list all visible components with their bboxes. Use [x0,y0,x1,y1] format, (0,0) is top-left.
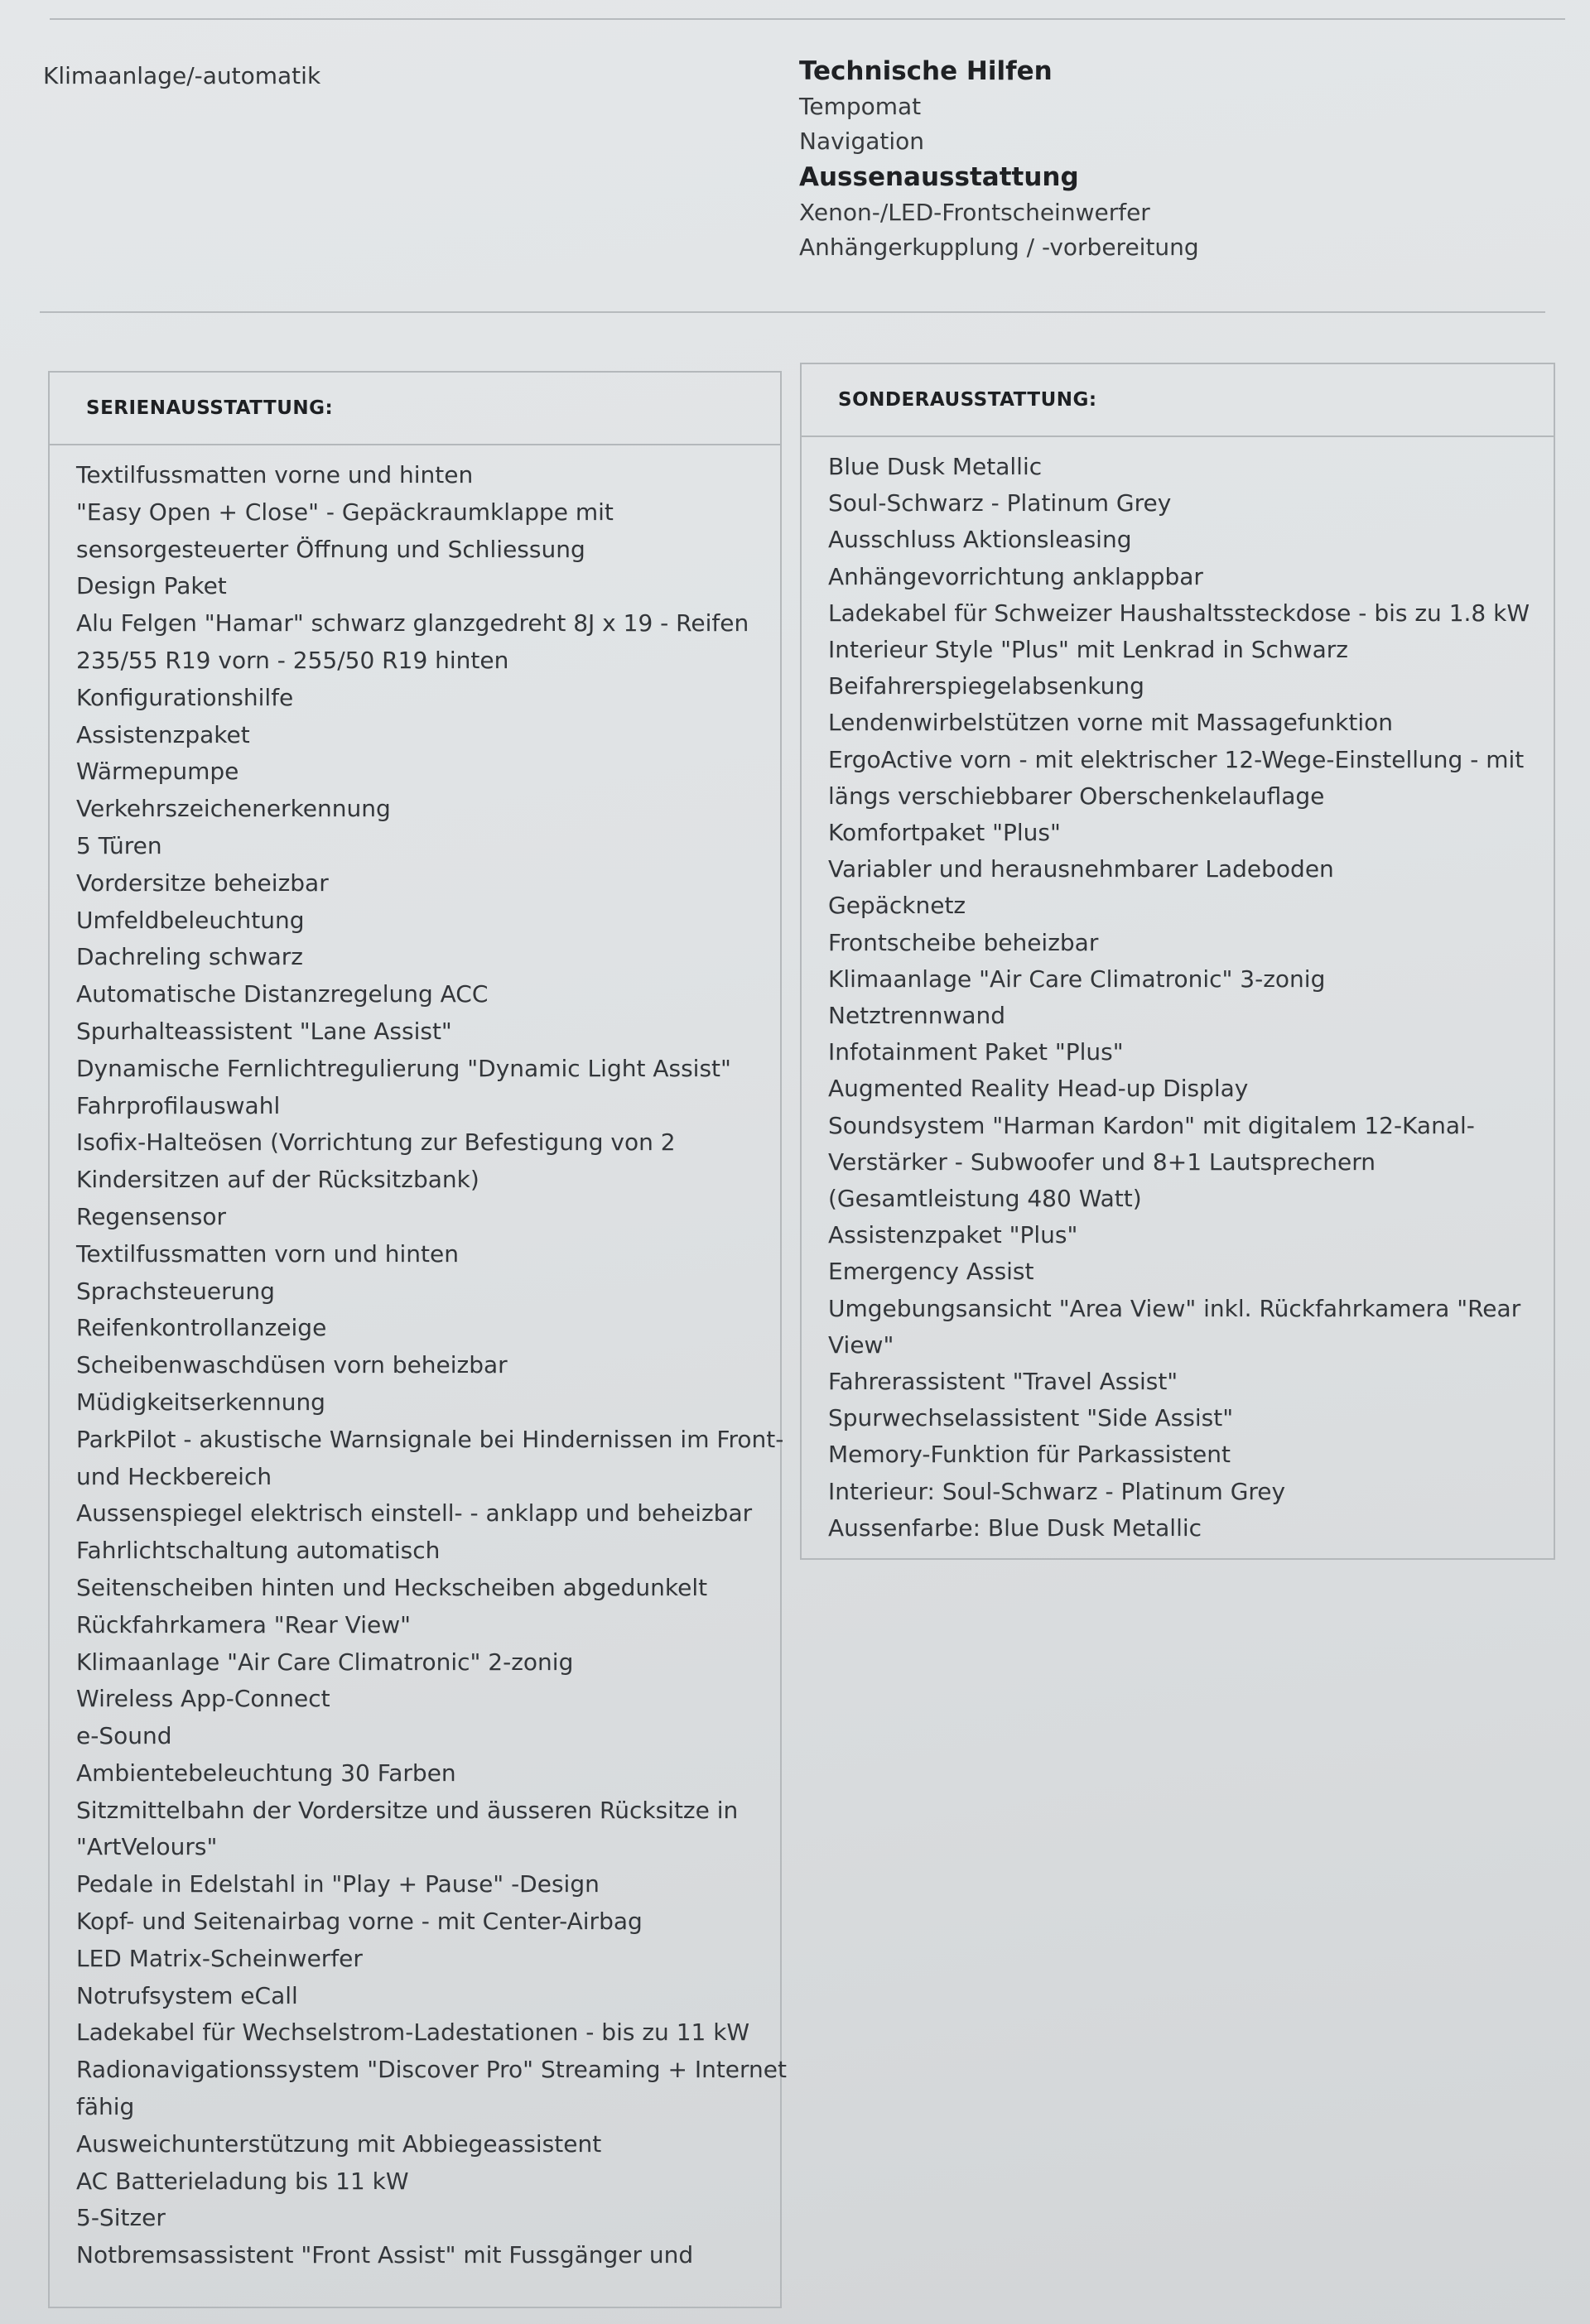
standard-equipment-item: fähig [76,2093,135,2121]
standard-equipment-item: Wireless App-Connect [76,1685,330,1713]
standard-equipment-item: Regensensor [76,1202,226,1230]
standard-equipment-item: Alu Felgen "Hamar" schwarz glanzgedreht 8J x 19 - Reifen [76,609,749,638]
standard-equipment-item: AC Batterieladung bis 11 kW [76,2167,409,2195]
exterior-equipment-item: Xenon-/LED-Frontscheinwerfer [799,199,1150,226]
standard-equipment-item: Textilfussmatten vorne und hinten [76,461,474,488]
standard-equipment-item: ParkPilot - akustische Warnsignale bei Hindernissen im Front- [76,1425,784,1453]
standard-equipment-item: 5 Türen [76,831,162,859]
optional-equipment-title: SONDERAUSSTATTUNG: [838,389,1097,411]
standard-equipment-item: Konfigurationshilfe [76,683,294,711]
optional-equipment-item: Netztrennwand [828,1002,1006,1030]
optional-equipment-item: Ladekabel für Schweizer Haushaltssteckdose - bis zu 1.8 kW [828,599,1530,627]
standard-equipment-item: Aussenspiegel elektrisch einstell- - anklapp und beheizbar [76,1499,753,1528]
optional-equipment-item: Soul-Schwarz - Platinum Grey [828,489,1172,517]
standard-equipment-item: Ausweichunterstützung mit Abbiegeassistent [76,2129,602,2158]
feature-summary [799,53,1544,265]
standard-equipment-item: Ladekabel für Wechselstrom-Ladestationen - bis zu 11 kW [76,2018,750,2047]
standard-equipment-item: Design Paket [76,572,227,600]
optional-equipment-item: Soundsystem "Harman Kardon" mit digitalem 12-Kanal- [828,1111,1475,1139]
optional-equipment-item: Anhängevorrichtung anklappbar [828,562,1203,590]
optional-equipment-item: Memory-Funktion für Parkassistent [828,1441,1231,1469]
exterior-equipment-heading: Aussenausstattung [799,162,1079,192]
optional-equipment-item: ErgoActive vorn - mit elektrischer 12-Wege-Einstellung - mit [828,745,1525,773]
standard-equipment-item: Müdigkeitserkennung [76,1388,325,1416]
optional-equipment-item: Interieur: Soul-Schwarz - Platinum Grey [828,1477,1286,1505]
climate-feature-label: Klimaanlage/-automatik [43,62,321,89]
optional-equipment-item: Variabler und herausnehmbarer Ladeboden [828,855,1334,883]
standard-equipment-item: Klimaanlage "Air Care Climatronic" 2-zonig [76,1648,574,1676]
optional-equipment-item: Fahrerassistent "Travel Assist" [828,1368,1178,1396]
optional-equipment-panel [800,363,1555,1560]
technical-aid-item: Navigation [799,128,925,155]
optional-equipment-item: Blue Dusk Metallic [828,453,1043,480]
standard-equipment-item: Dachreling schwarz [76,943,303,971]
standard-equipment-item: Sprachsteuerung [76,1277,275,1305]
optional-equipment-item: View" [828,1330,894,1359]
standard-equipment-item: "Easy Open + Close" - Gepäckraumklappe mit [76,498,614,526]
optional-equipment-item: (Gesamtleistung 480 Watt) [828,1185,1142,1213]
standard-equipment-item: Seitenscheiben hinten und Heckscheiben abgedunkelt [76,1573,708,1601]
optional-equipment-item: Spurwechselassistent "Side Assist" [828,1404,1234,1432]
standard-equipment-item: Rückfahrkamera "Rear View" [76,1610,411,1638]
optional-equipment-header [802,364,1554,437]
section-divider [40,311,1545,313]
standard-equipment-item: 235/55 R19 vorn - 255/50 R19 hinten [76,646,509,674]
optional-equipment-item: Assistenzpaket "Plus" [828,1221,1078,1249]
standard-equipment-header [50,373,780,445]
standard-equipment-item: Dynamische Fernlichtregulierung "Dynamic Light Assist" [76,1054,731,1082]
standard-equipment-item: Pedale in Edelstahl in "Play + Pause" -Design [76,1870,600,1898]
standard-equipment-item: Kindersitzen auf der Rücksitzbank) [76,1166,479,1194]
standard-equipment-item: Fahrprofilauswahl [76,1091,281,1119]
standard-equipment-item: Ambientebeleuchtung 30 Farben [76,1759,456,1787]
standard-equipment-panel [48,371,788,2308]
standard-equipment-item: Notrufsystem eCall [76,1981,298,2009]
standard-equipment-item: Isofix-Halteösen (Vorrichtung zur Befestigung von 2 [76,1128,676,1157]
exterior-equipment-item: Anhängerkupplung / -vorbereitung [799,233,1199,261]
optional-equipment-item: Gepäcknetz [828,892,966,920]
standard-equipment-list [50,445,788,2274]
standard-equipment-item: Verkehrszeichenerkennung [76,795,391,823]
standard-equipment-item: Assistenzpaket [76,720,250,748]
standard-equipment-item: Fahrlichtschaltung automatisch [76,1537,441,1565]
standard-equipment-item: Notbremsassistent "Front Assist" mit Fussgänger und [76,2241,694,2269]
standard-equipment-item: Vordersitze beheizbar [76,868,329,897]
standard-equipment-item: Radionavigationssystem "Discover Pro" Streaming + Internet [76,2056,788,2084]
standard-equipment-item: 5-Sitzer [76,2204,166,2232]
standard-equipment-item: LED Matrix-Scheinwerfer [76,1944,363,1972]
optional-equipment-item: Verstärker - Subwoofer und 8+1 Lautsprechern [828,1148,1376,1176]
standard-equipment-item: Scheibenwaschdüsen vorn beheizbar [76,1351,508,1379]
optional-equipment-item: Interieur Style "Plus" mit Lenkrad in Schwarz [828,636,1348,664]
optional-equipment-item: Augmented Reality Head-up Display [828,1075,1249,1103]
standard-equipment-item: Textilfussmatten vorn und hinten [76,1239,459,1268]
standard-equipment-item: Automatische Distanzregelung ACC [76,980,489,1008]
optional-equipment-item: Aussenfarbe: Blue Dusk Metallic [828,1513,1202,1542]
optional-equipment-item: Frontscheibe beheizbar [828,928,1099,956]
standard-equipment-item: Reifenkontrollanzeige [76,1314,327,1342]
optional-equipment-list [802,437,1554,1547]
optional-equipment-item: Emergency Assist [828,1258,1034,1286]
technical-aids-heading: Technische Hilfen [799,56,1053,86]
standard-equipment-item: Wärmepumpe [76,758,239,786]
standard-equipment-item: Spurhalteassistent "Lane Assist" [76,1017,452,1045]
standard-equipment-item: Umfeldbeleuchtung [76,906,305,934]
optional-equipment-item: Beifahrerspiegelabsenkung [828,672,1144,700]
optional-equipment-item: längs verschiebbarer Oberschenkelauflage [828,782,1325,810]
standard-equipment-item: Kopf- und Seitenairbag vorne - mit Center-Airbag [76,1908,643,1936]
optional-equipment-item: Lendenwirbelstützen vorne mit Massagefunktion [828,709,1394,737]
optional-equipment-item: Infotainment Paket "Plus" [828,1038,1124,1066]
standard-equipment-item: "ArtVelours" [76,1833,218,1861]
standard-equipment-item: sensorgesteuerter Öffnung und Schliessung [76,535,585,563]
standard-equipment-item: Sitzmittelbahn der Vordersitze und äusseren Rücksitze in [76,1796,739,1824]
optional-equipment-item: Umgebungsansicht "Area View" inkl. Rückfahrkamera "Rear [828,1294,1521,1322]
standard-equipment-item: und Heckbereich [76,1462,272,1490]
optional-equipment-item: Klimaanlage "Air Care Climatronic" 3-zonig [828,965,1326,993]
optional-equipment-item: Ausschluss Aktionsleasing [828,526,1132,554]
standard-equipment-item: e-Sound [76,1722,172,1750]
optional-equipment-item: Komfortpaket "Plus" [828,819,1061,847]
standard-equipment-title: SERIENAUSSTATTUNG: [86,397,334,419]
technical-aid-item: Tempomat [799,93,922,120]
top-divider [50,18,1565,20]
